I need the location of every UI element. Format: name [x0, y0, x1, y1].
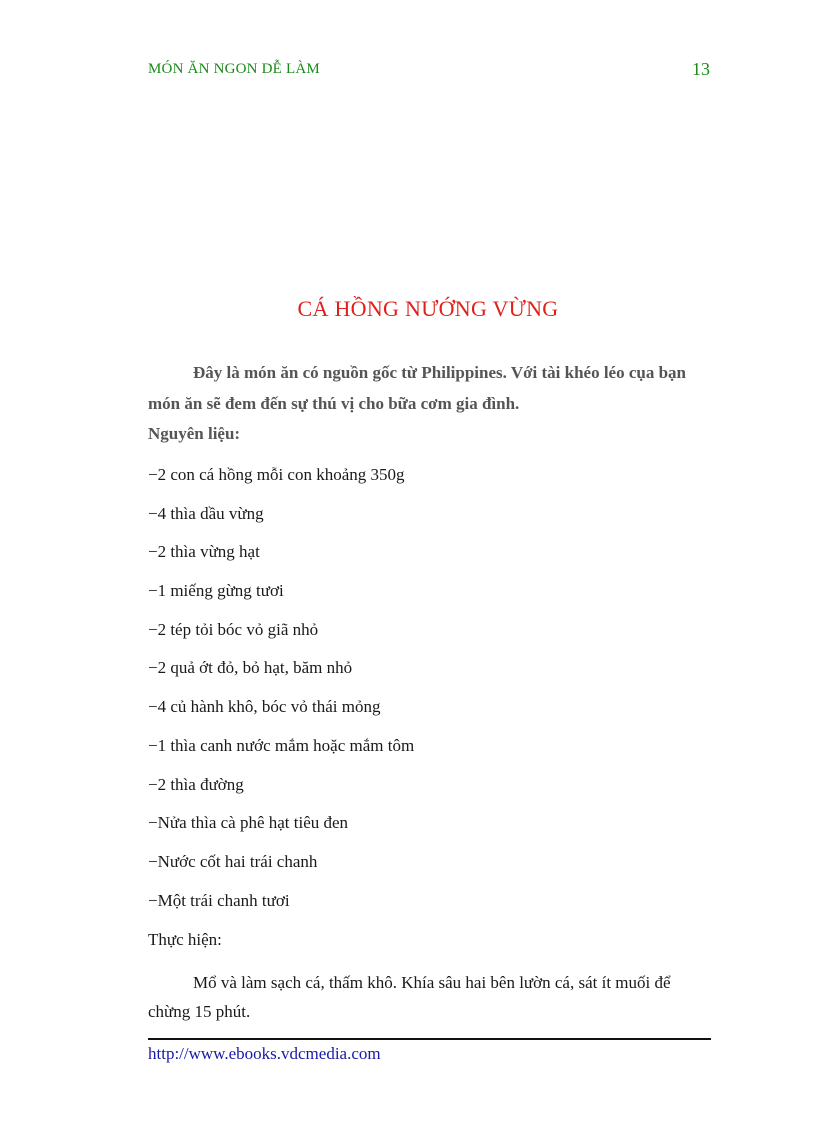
- ingredient-item: −2 thìa đường: [148, 774, 244, 794]
- ingredient-item: −2 thìa vừng hạt: [148, 542, 260, 562]
- ingredient-item: −2 con cá hồng mỗi con khoảng 350g: [148, 465, 405, 484]
- ingredients-label: Nguyên liệu:: [148, 424, 241, 443]
- method-label: Thực hiện:: [148, 930, 222, 949]
- ingredient-item: −Nửa thìa cà phê hạt tiêu đen: [148, 813, 349, 833]
- ingredient-item: −Nước cốt hai trái chanh: [148, 851, 318, 871]
- ingredient-item: −1 thìa canh nước mắm hoặc mắm tôm: [148, 735, 415, 755]
- footer-link[interactable]: http://www.ebooks.vdcmedia.com: [148, 1044, 381, 1063]
- ingredient-item: −4 củ hành khô, bóc vỏ thái mỏng: [148, 697, 381, 717]
- ingredient-item: −Một trái chanh tươi: [148, 890, 290, 910]
- ingredient-item: −4 thìa dầu vừng: [148, 503, 264, 523]
- ingredients-list: [148, 463, 414, 927]
- footer-divider: [148, 1038, 711, 1040]
- ingredient-item: −1 miếng gừng tươi: [148, 581, 284, 601]
- recipe-intro: Đây là món ăn có nguồn gốc từ Philippines. Với tài khéo léo cụa bạn món ăn sẽ đem đến sự thú vị cho bữa cơm gia đình.: [148, 363, 687, 413]
- method-paragraph: Mổ và làm sạch cá, thấm khô. Khía sâu hai bên lườn cá, sát ít muối để chừng 15 phút.: [148, 973, 671, 1021]
- running-header-title: MÓN ĂN NGON DỄ LÀM: [148, 61, 320, 77]
- ingredient-item: −2 quả ớt đỏ, bỏ hạt, băm nhỏ: [148, 658, 353, 678]
- ingredient-item: −2 tép tỏi bóc vỏ giã nhỏ: [148, 619, 319, 639]
- recipe-title: CÁ HỒNG NƯỚNG VỪNG: [297, 296, 559, 321]
- page-number: 13: [692, 59, 710, 79]
